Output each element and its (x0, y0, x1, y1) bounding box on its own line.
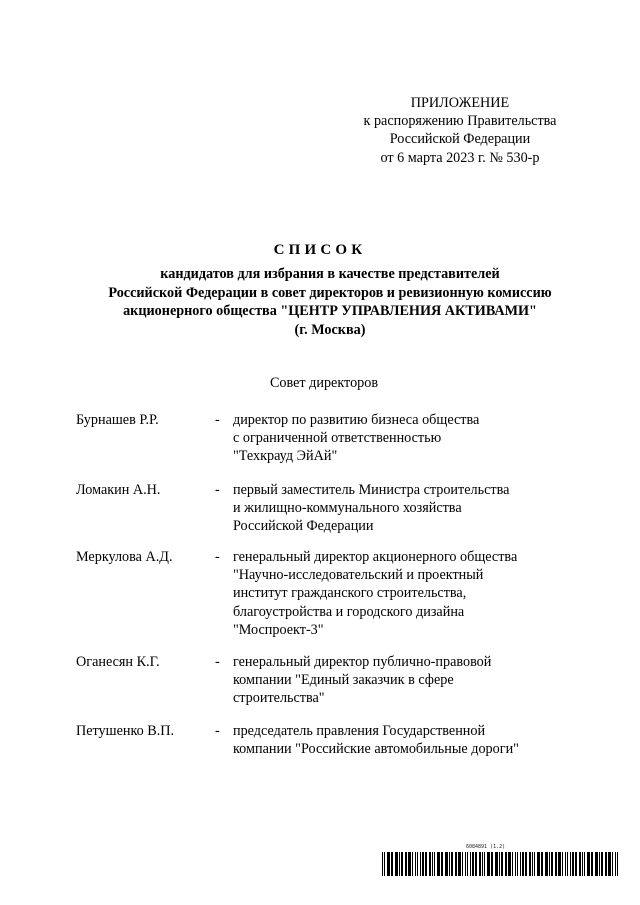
dash-separator: - (215, 723, 220, 739)
position-line: генеральный директор акционерного общества (233, 549, 518, 565)
member-name: Оганесян К.Г. (76, 654, 160, 670)
position-line: компании "Единый заказчик в сфере (233, 672, 454, 689)
appendix-line: от 6 марта 2023 г. № 530-р (380, 149, 540, 166)
member-position (233, 548, 517, 639)
barcode (382, 852, 620, 876)
dash-separator: - (215, 549, 220, 565)
position-line: строительства" (233, 690, 325, 707)
appendix-block (300, 94, 620, 167)
position-line: директор по развитию бизнеса общества (233, 412, 480, 428)
subtitle-line: акционерного общества "ЦЕНТР УПРАВЛЕНИЯ АКТИВАМИ" (123, 303, 537, 320)
appendix-line: к распоряжению Правительства (363, 113, 557, 130)
position-line: с ограниченной ответственностью (233, 430, 442, 447)
position-line: "Техкрауд ЭйАй" (233, 448, 338, 465)
document-subtitle (40, 265, 620, 339)
position-line: компании "Российские автомобильные дороги" (233, 741, 519, 758)
dash-separator: - (215, 654, 220, 670)
member-position (233, 722, 519, 758)
subtitle-line: кандидатов для избрания в качестве представителей (160, 266, 500, 282)
member-position (233, 653, 491, 708)
subtitle-line: Российской Федерации в совет директоров и ревизионную комиссию (108, 284, 552, 301)
appendix-line: Российской Федерации (389, 131, 531, 148)
barcode-caption: 6084891 (1.2) (466, 844, 506, 850)
position-line: генеральный директор публично-правовой (233, 654, 492, 670)
position-line: "Научно-исследовательский и проектный (233, 567, 484, 584)
member-position (233, 481, 509, 536)
member-name: Бурнашев Р.Р. (76, 412, 159, 428)
position-line: институт гражданского строительства, (233, 585, 467, 602)
position-line: благоустройства и городского дизайна (233, 603, 465, 620)
dash-separator: - (215, 412, 220, 428)
position-line: "Моспроект-3" (233, 621, 324, 638)
dash-separator: - (215, 482, 220, 498)
document-title: СПИСОК (273, 242, 367, 258)
member-name: Петушенко В.П. (76, 723, 175, 739)
position-line: Российской Федерации (233, 518, 374, 535)
position-line: председатель правления Государственной (233, 723, 486, 739)
section-heading: Совет директоров (269, 375, 379, 391)
appendix-line: ПРИЛОЖЕНИЕ (410, 95, 510, 111)
subtitle-line: (г. Москва) (294, 321, 366, 338)
position-line: первый заместитель Министра строительства (233, 482, 510, 498)
member-position (233, 411, 479, 466)
member-name: Ломакин А.Н. (76, 482, 161, 498)
position-line: и жилищно-коммунального хозяйства (233, 500, 462, 517)
member-name: Меркулова А.Д. (76, 549, 173, 565)
